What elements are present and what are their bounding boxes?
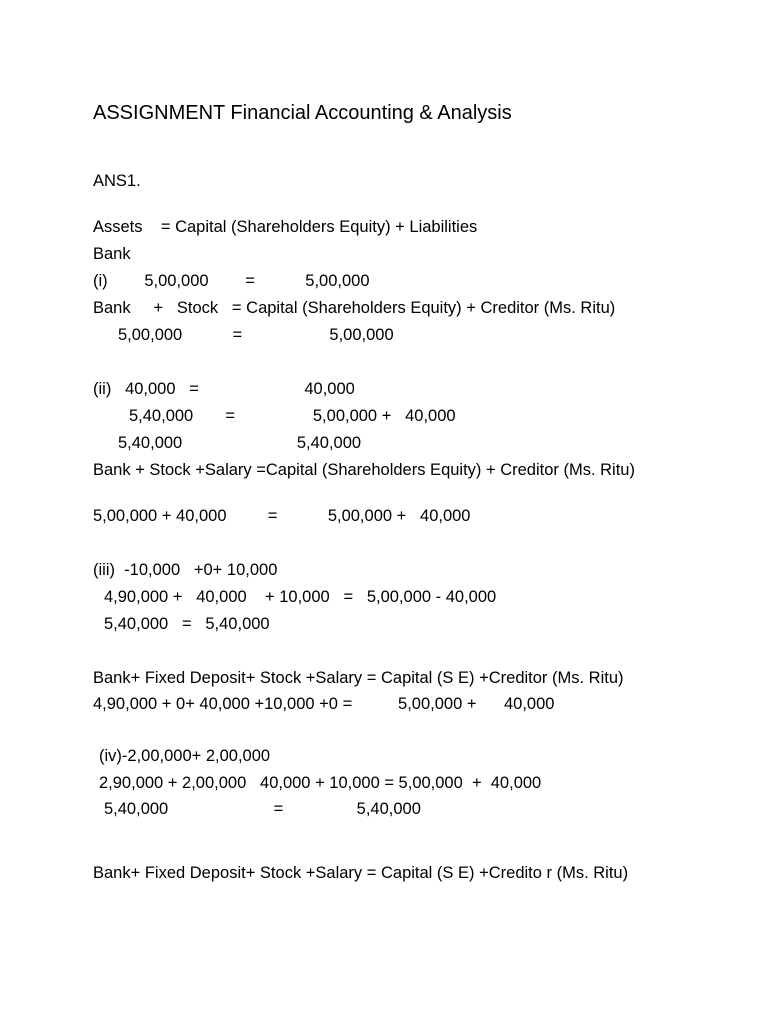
equation-line: 4,90,000 + 0+ 40,000 +10,000 +0 = 5,00,000 + 40,000 — [93, 695, 555, 713]
equation-line: 5,00,000 = 5,00,000 — [118, 326, 394, 344]
equation-line: 5,00,000 + 40,000 = 5,00,000 + 40,000 — [93, 507, 471, 525]
answer-heading: ANS1. — [93, 172, 141, 190]
equation-line: 5,40,000 = 5,40,000 — [104, 615, 270, 633]
equation-line: 5,40,000 = 5,00,000 + 40,000 — [129, 407, 456, 425]
equation-line: Bank + Stock +Salary =Capital (Shareholders Equity) + Creditor (Ms. Ritu) — [93, 461, 635, 479]
equation-line: 5,40,000 = 5,40,000 — [104, 800, 421, 818]
equation-line: Bank+ Fixed Deposit+ Stock +Salary = Capital (S E) +Credito r (Ms. Ritu) — [93, 864, 629, 882]
equation-line: Bank + Stock = Capital (Shareholders Equity) + Creditor (Ms. Ritu) — [93, 299, 616, 317]
document-title: ASSIGNMENT Financial Accounting & Analysis — [93, 102, 512, 124]
equation-line: (i) 5,00,000 = 5,00,000 — [93, 272, 370, 290]
equation-line: 2,90,000 + 2,00,000 40,000 + 10,000 = 5,00,000 + 40,000 — [99, 774, 542, 792]
text-line: Bank — [93, 245, 131, 263]
equation-line: Assets = Capital (Shareholders Equity) + Liabilities — [93, 218, 478, 236]
equation-line: (iii) -10,000 +0+ 10,000 — [93, 561, 278, 579]
equation-line: 5,40,000 5,40,000 — [118, 434, 362, 452]
equation-line: Bank+ Fixed Deposit+ Stock +Salary = Capital (S E) +Creditor (Ms. Ritu) — [93, 669, 624, 687]
equation-line: (iv)-2,00,000+ 2,00,000 — [99, 747, 271, 765]
equation-line: 4,90,000 + 40,000 + 10,000 = 5,00,000 - 40,000 — [104, 588, 497, 606]
equation-line: (ii) 40,000 = 40,000 — [93, 380, 355, 398]
